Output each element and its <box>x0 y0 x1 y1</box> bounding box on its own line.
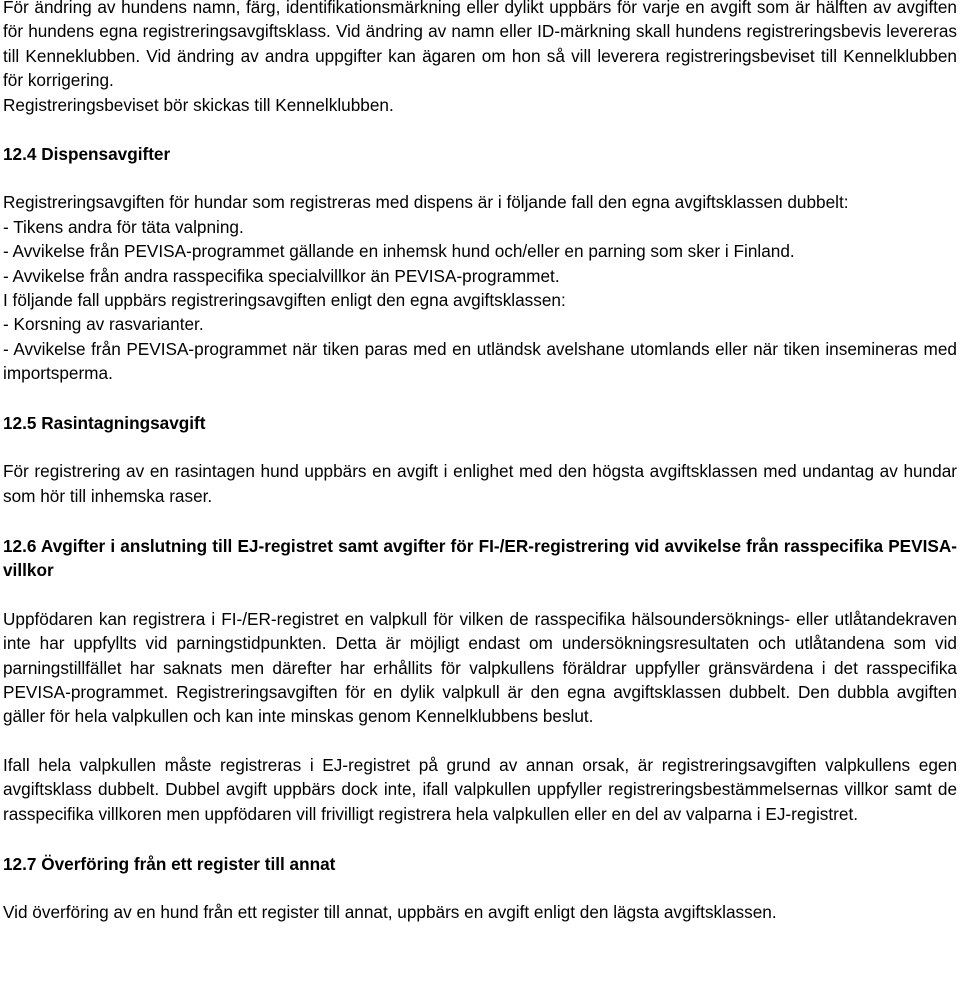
heading-12-4: 12.4 Dispensavgifter <box>3 144 171 165</box>
intro-paragraph: För ändring av hundens namn, färg, identifikationsmärkning eller dylikt uppbärs för varje en avgift som är hälften av avgiften för hundens egna registreringsavgiftsklass. Vid ändring av namn eller ID-märkning skall hundens registreringsbevis levereras till Kenneklubben. Vid ändring av andra uppgifter kan ägaren om hon så vill leverera registreringsbeviset till Kennelklubben för korrigering. <box>3 0 957 91</box>
ej-register-paragraph-2: Ifall hela valpkullen måste registreras i EJ-registret på grund av annan orsak, är registreringsavgiften valpkullens egen avgiftsklass dubbelt. Dubbel avgift uppbärs dock inte, ifall valpkullen uppfyller registreringsbestämmelsernas villkor samt de rasspecifika villkoren men uppfödaren vill frivilligt registrera hela valpkullen eller en del av valparna i EJ-registret. <box>3 754 957 824</box>
intro-note: Registreringsbeviset bör skickas till Kennelklubben. <box>3 94 394 115</box>
overforing-text: Vid överföring av en hund från ett register till annat, uppbärs en avgift enligt den lägsta avgiftsklassen. <box>3 902 777 923</box>
dispens-normal-case-1: - Korsning av rasvarianter. <box>3 314 204 335</box>
heading-12-5: 12.5 Rasintagningsavgift <box>3 412 206 433</box>
dispens-doubled-case-3: - Avvikelse från andra rasspecifika specialvillkor än PEVISA-programmet. <box>3 265 560 286</box>
dispens-lead: Registreringsavgiften för hundar som registreras med dispens är i följande fall den egna avgiftsklassen dubbelt: <box>3 192 849 213</box>
rasintagning-text: För registrering av en rasintagen hund uppbärs en avgift i enlighet med den högsta avgiftsklassen med undantag av hundar som hör till inhemska raser. <box>3 461 957 506</box>
document-page <box>3 0 957 925</box>
dispens-doubled-case-1: - Tikens andra för täta valpning. <box>3 216 244 237</box>
dispens-doubled-case-2: - Avvikelse från PEVISA-programmet gällande en inhemsk hund och/eller en parning som sker i Finland. <box>3 241 795 262</box>
heading-12-7: 12.7 Överföring från ett register till annat <box>3 853 336 874</box>
dispens-lead-2: I följande fall uppbärs registreringsavgiften enligt den egna avgiftsklassen: <box>3 290 566 311</box>
dispens-normal-case-2: - Avvikelse från PEVISA-programmet när tiken paras med en utländsk avelshane utomlands eller när tiken insemineras med importsperma. <box>3 338 957 384</box>
heading-12-6: 12.6 Avgifter i anslutning till EJ-registret samt avgifter för FI-/ER-registrering vid avvikelse från rasspecifika PEVISA-villkor <box>3 535 957 581</box>
ej-register-paragraph-1: Uppfödaren kan registrera i FI-/ER-registret en valpkull för vilken de rasspecifika hälsoundersöknings- eller utlåtandekraven inte har uppfyllts vid parningstidpunkten. Detta är möjligt endast om undersökningsresultaten och utlåtandena som vid parningstillfället har saknats men därefter har erhållits för valpkullens föräldrar uppfyller gränsvärdena i det rasspecifika PEVISA-programmet. Registreringsavgiften för en dylik valpkull är den egna avgiftsklassen dubbelt. Den dubbla avgiften gäller för hela valpkullen och kan inte minskas genom Kennelklubbens beslut. <box>3 608 957 727</box>
